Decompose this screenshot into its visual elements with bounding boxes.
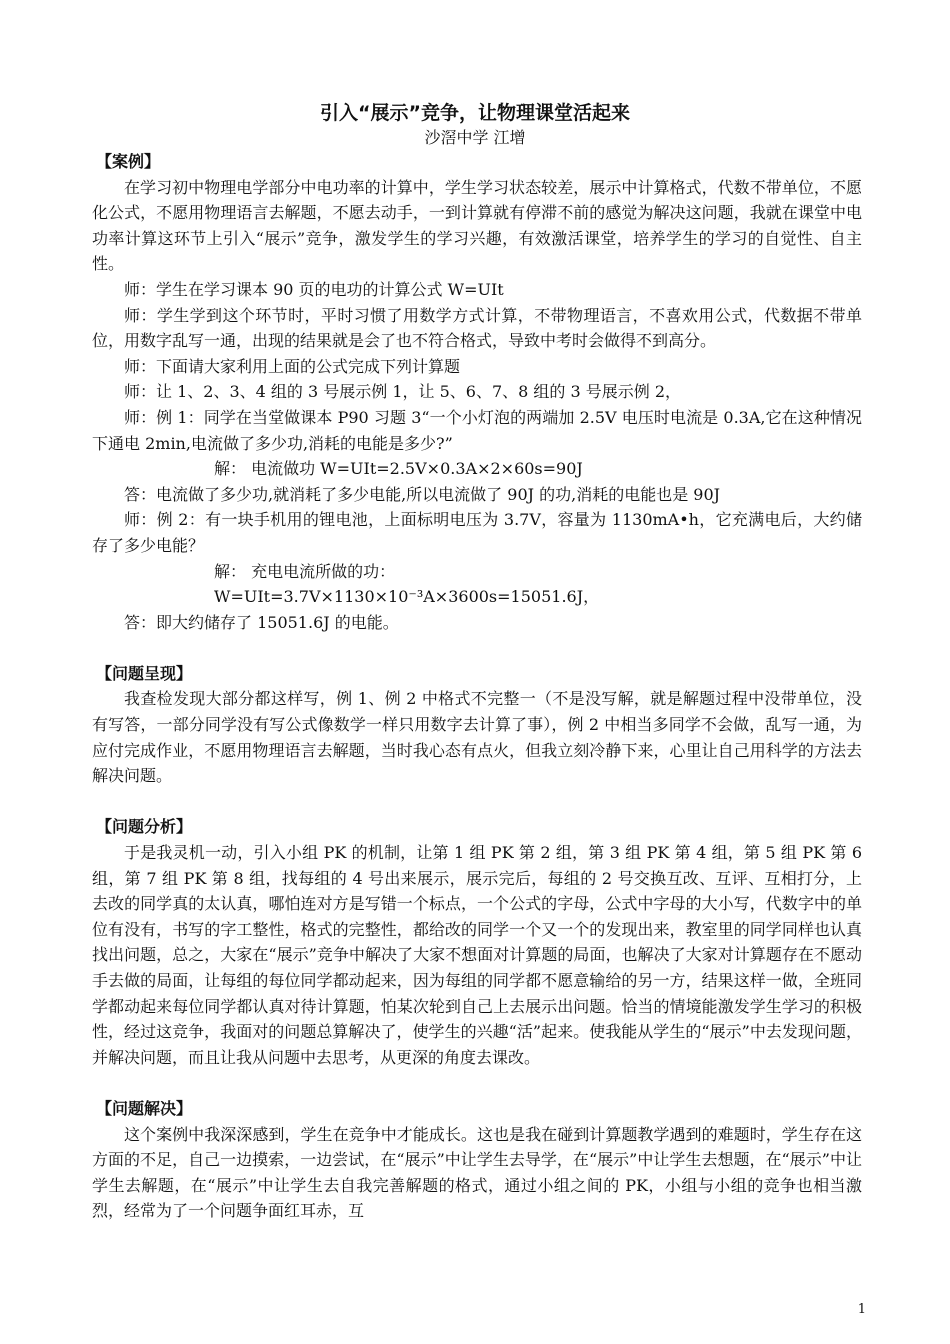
paragraph: 师：例 2：有一块手机用的锂电池，上面标明电压为 3.7V，容量为 1130mA•h，它充满电后，大约储存了多少电能？ (92, 510, 862, 555)
section-heading-resolution: 【问题解决】 (96, 1098, 193, 1118)
paragraph: 在学习初中物理电学部分中电功率的计算中，学生学习状态较差，展示中计算格式，代数不带单位，不愿化公式，不愿用物理语言去解题，不愿去动手，一到计算就有停滞不前的感觉为解决这问题，我就在课堂中电功率计算这环节上引入“展示”竞争，激发学生的学习兴趣，有效激活课堂，培养学生的学习的自觉性、自主性。 (92, 177, 862, 274)
spacer (92, 635, 862, 661)
paragraph: 师：学生在学习课本 90 页的电功的计算公式 W=UIt (124, 279, 504, 299)
spacer (92, 1070, 862, 1096)
document-body (92, 149, 862, 1224)
paragraph: 师：学生学到这个环节时，平时习惯了用数学方式计算，不带物理语言，不喜欢用公式，代数据不带单位，用数字乱写一通，出现的结果就是会了也不符合格式，导致中考时会做得不到高分。 (92, 305, 862, 351)
spacer (92, 789, 862, 815)
paragraph: 师：下面请大家利用上面的公式完成下列计算题 (124, 356, 461, 376)
paragraph: 于是我灵机一动，引入小组 PK 的机制，让第 1 组 PK 第 2 组，第 3 组 PK 第 4 组，第 5 组 PK 第 6 组，第 7 组 PK 第 8 组，找每组的 4 号出来展示，展示完后，每组的 2 号交换互改、互评、互相打分，上去改的同学真的太认真，哪怕连对方是写错一个标点，一个公式的字母，公式中字母的大小写，代数字中的单位有没有，书写的字工整性，格式的完整性，都给改的同学一个又一个的发现出来，教室里的同学同样也认真找出问题，总之，大家在“展示”竞争中解决了大家不想面对计算题的局面，也解决了大家对计算题存在不愿动手去做的局面，让每组的每位同学都动起来，因为每组的同学都不愿意输给的另一方，结果这样一做，全班同学都动起来每位同学都认真对待计算题，怕某次轮到自己上去展示出问题。恰当的情境能激发学生学习的积极性，经过这竞争，我面对的问题总算解决了，使学生的兴趣“活”起来。使我能从学生的“展示”中去发现问题，并解决问题，而且让我从问题中去思考，从更深的角度去课改。 (92, 843, 862, 1067)
solution-line: 解： 充电电流所做的功： (214, 561, 396, 581)
formula-line: W=UIt=3.7V×1130×10⁻³A×3600s=15051.6J， (214, 587, 600, 607)
paragraph: 师：让 1、2、3、4 组的 3 号展示例 1，让 5、6、7、8 组的 3 号展示例 2， (124, 382, 682, 402)
page-number: 1 (857, 1302, 866, 1317)
document-title: 引入“展示”竞争，让物理课堂活起来 (320, 102, 630, 124)
answer-line: 答：即大约储存了 15051.6J 的电能。 (124, 612, 399, 632)
solution-line: 解： 电流做功 W=UIt=2.5V×0.3A×2×60s=90J (214, 459, 583, 479)
paragraph: 师：例 1：同学在当堂做课本 P90 习题 3“一个小灯泡的两端加 2.5V 电压时电流是 0.3A,它在这种情况下通电 2min,电流做了多少功,消耗的电能是多少?” (92, 407, 862, 453)
section-heading-problem: 【问题呈现】 (96, 663, 193, 683)
document-author: 沙滘中学 江增 (424, 128, 526, 147)
paragraph: 这个案例中我深深感到，学生在竞争中才能成长。这也是我在碰到计算题教学遇到的难题时，学生存在这方面的不足，自己一边摸索，一边尝试，在“展示”中让学生去导学，在“展示”中让学生去想题，在“展示”中让学生去解题，在“展示”中让学生去自我完善解题的格式，通过小组之间的 PK，小组与小组的竞争也相当激烈，经常为了一个问题争面红耳赤，互 (92, 1124, 862, 1221)
answer-line: 答：电流做了多少功,就消耗了多少电能,所以电流做了 90J 的功,消耗的电能也是 90J (124, 484, 721, 504)
paragraph: 我查检发现大部分都这样写，例 1、例 2 中格式不完整一（不是没写解，就是解题过程中没带单位，没有写答，一部分同学没有写公式像数学一样只用数字去计算了事），例 2 中相当多同学不会做，乱写一通，为应付完成作业，不愿用物理语言去解题，当时我心态有点火，但我立刻冷静下来，心里让自己用科学的方法去解决问题。 (92, 689, 862, 786)
section-heading-case: 【案例】 (96, 152, 161, 171)
section-heading-analysis: 【问题分析】 (96, 817, 193, 837)
